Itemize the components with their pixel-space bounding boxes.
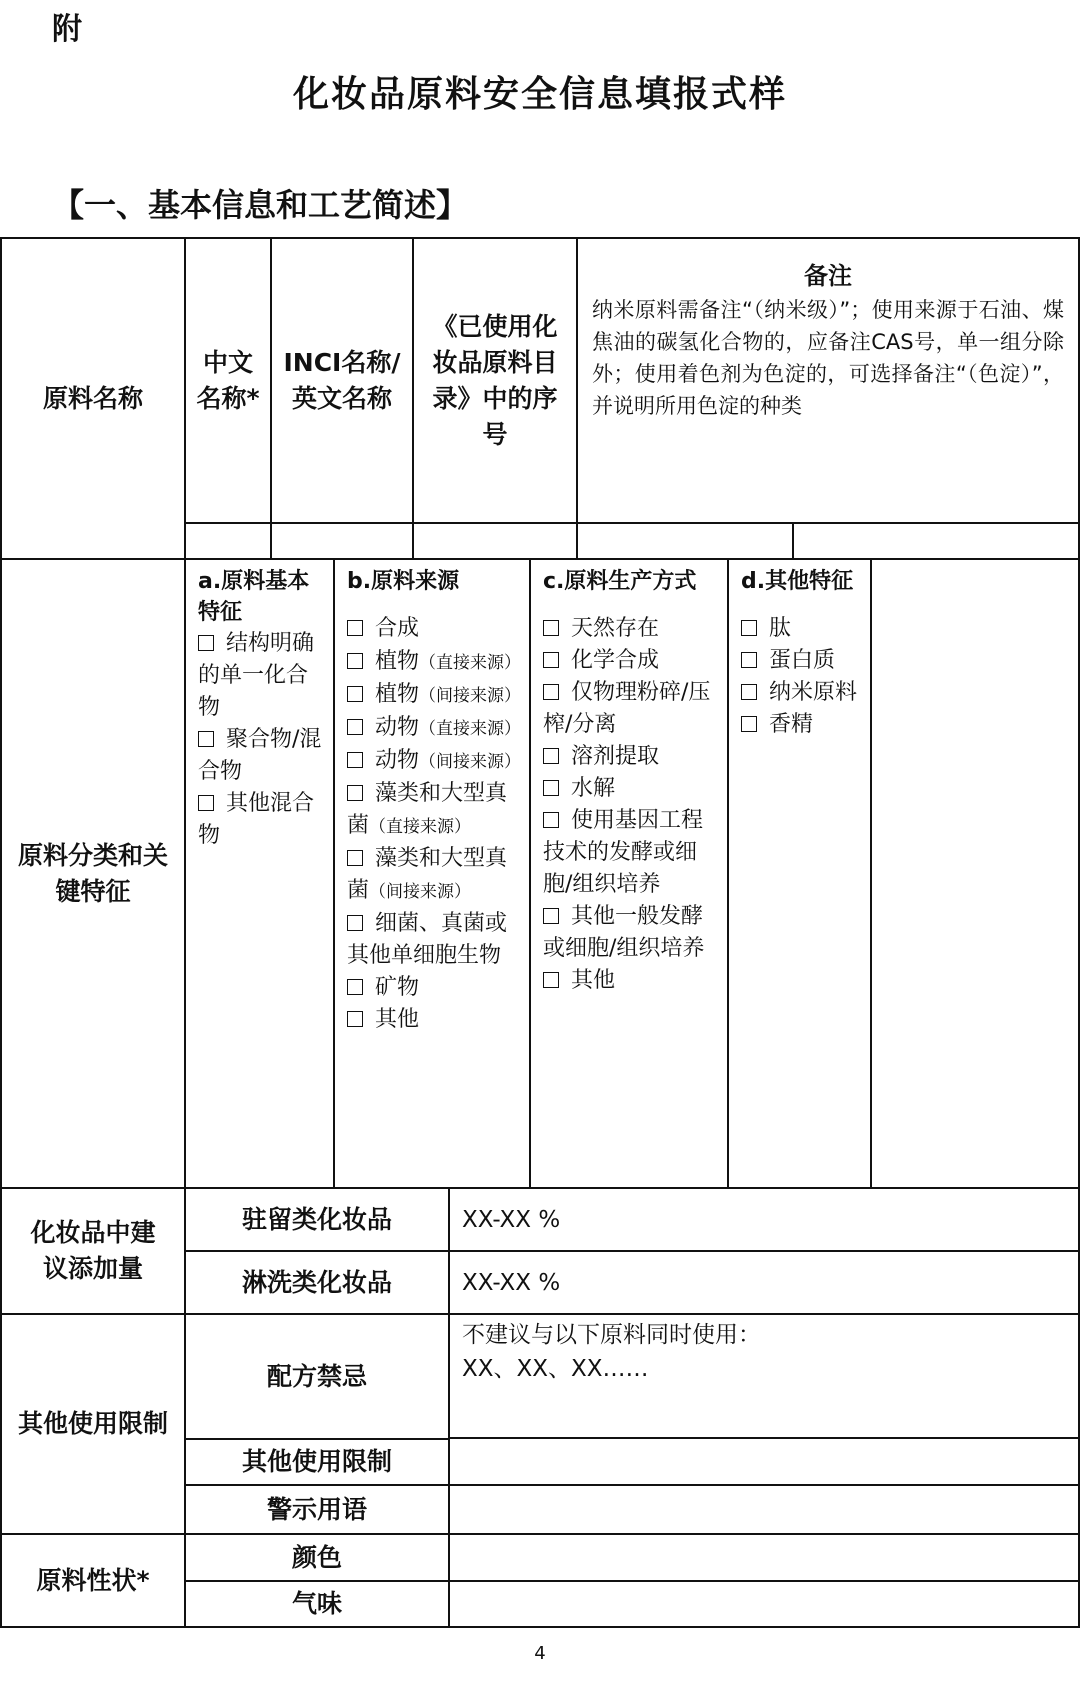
- option-animal-indirect[interactable]: 动物（间接来源）: [347, 745, 523, 778]
- checkbox-icon[interactable]: [347, 620, 363, 636]
- checkbox-icon[interactable]: [347, 719, 363, 735]
- other-limit-label: 其他使用限制: [241, 1446, 392, 1476]
- option-synthetic[interactable]: 合成: [347, 613, 523, 646]
- option-peptide[interactable]: 肽: [741, 613, 864, 645]
- option-algae-indirect[interactable]: 藻类和大型真菌（间接来源）: [347, 846, 508, 903]
- production-title: c.原料生产方式: [543, 569, 697, 594]
- checkbox-icon[interactable]: [741, 716, 757, 732]
- restrictions-label: 其他使用限制: [18, 1409, 169, 1438]
- formula-taboo-label: 配方禁忌: [266, 1361, 367, 1391]
- other-feature-column: [729, 560, 870, 741]
- checkbox-icon[interactable]: [543, 812, 559, 828]
- page-number: 4: [534, 1643, 546, 1664]
- production-column: [531, 560, 727, 997]
- option-plant-direct[interactable]: 植物（直接来源）: [347, 646, 523, 679]
- source-title: b.原料来源: [347, 569, 460, 594]
- option-animal-direct[interactable]: 动物（直接来源）: [347, 712, 523, 745]
- option-nanomaterial[interactable]: 纳米原料: [741, 677, 864, 709]
- option-algae-direct[interactable]: 藻类和大型真菌（直接来源）: [347, 781, 508, 838]
- dosage-label: 化妆品中建议添加量: [30, 1218, 156, 1283]
- option-chemical-synthesis[interactable]: 化学合成: [543, 645, 721, 677]
- checkbox-icon[interactable]: [347, 785, 363, 801]
- checkbox-icon[interactable]: [741, 652, 757, 668]
- option-protein[interactable]: 蛋白质: [741, 645, 864, 677]
- option-general-fermentation[interactable]: 其他一般发酵或细胞/组织培养: [543, 904, 705, 961]
- option-genetic-engineering-fermentation[interactable]: 使用基因工程技术的发酵或细胞/组织培养: [543, 808, 704, 897]
- color-label: 颜色: [291, 1542, 342, 1572]
- checkbox-icon[interactable]: [543, 972, 559, 988]
- catalog-number-header: 《已使用化妆品原料目录》中的序号: [432, 311, 558, 449]
- rinse-off-label: 淋洗类化妆品: [241, 1267, 392, 1297]
- option-hydrolysis[interactable]: 水解: [543, 773, 721, 805]
- checkbox-icon[interactable]: [543, 780, 559, 796]
- option-fragrance[interactable]: 香精: [741, 709, 864, 741]
- option-single-compound[interactable]: 结构明确的单一化合物: [198, 631, 315, 720]
- checkbox-icon[interactable]: [347, 1011, 363, 1027]
- leave-on-value[interactable]: XX-XX %: [462, 1207, 561, 1233]
- option-mineral[interactable]: 矿物: [347, 972, 523, 1004]
- remark-cell: [578, 258, 1078, 522]
- other-feature-title: d.其他特征: [741, 569, 854, 594]
- basic-feature-column: [186, 560, 333, 852]
- checkbox-icon[interactable]: [347, 979, 363, 995]
- checkbox-icon[interactable]: [741, 620, 757, 636]
- option-plant-indirect[interactable]: 植物（间接来源）: [347, 679, 523, 712]
- document-title: 化妆品原料安全信息填报式样: [292, 74, 787, 115]
- chinese-name-header: 中文名称*: [196, 347, 260, 413]
- checkbox-icon[interactable]: [347, 686, 363, 702]
- checkbox-icon[interactable]: [198, 731, 214, 747]
- checkbox-icon[interactable]: [347, 653, 363, 669]
- attachment-label: 附: [52, 12, 82, 47]
- checkbox-icon[interactable]: [198, 635, 214, 651]
- option-microorganism[interactable]: 细菌、真菌或其他单细胞生物: [347, 911, 508, 968]
- option-source-other[interactable]: 其他: [347, 1004, 523, 1036]
- remark-text: 纳米原料需备注“（纳米级）”；使用来源于石油、煤焦油的碳氢化合物的，应备注CAS号，单一组分除外；使用着色剂为色淀的，可选择备注“（色淀）”，并说明所用色淀的种类: [592, 298, 1064, 418]
- classification-label: 原料分类和关键特征: [17, 840, 168, 906]
- raw-material-name-label: 原料名称: [42, 383, 143, 413]
- checkbox-icon[interactable]: [543, 620, 559, 636]
- option-naturally-occurring[interactable]: 天然存在: [543, 613, 721, 645]
- option-polymer-mixture[interactable]: 聚合物/混合物: [198, 727, 322, 784]
- section-title: 【一、基本信息和工艺简述】: [52, 186, 469, 224]
- option-production-other[interactable]: 其他: [543, 965, 721, 997]
- checkbox-icon[interactable]: [543, 684, 559, 700]
- inci-name-header: INCI名称/英文名称: [283, 347, 401, 413]
- checkbox-icon[interactable]: [347, 752, 363, 768]
- option-other-mixture[interactable]: 其他混合物: [198, 791, 315, 848]
- checkbox-icon[interactable]: [347, 850, 363, 866]
- option-physical-processing[interactable]: 仅物理粉碎/压榨/分离: [543, 680, 711, 737]
- remark-title: 备注: [804, 262, 852, 290]
- warning-label: 警示用语: [266, 1494, 367, 1524]
- formula-taboo-value[interactable]: [450, 1318, 1078, 1386]
- checkbox-icon[interactable]: [543, 748, 559, 764]
- checkbox-icon[interactable]: [198, 795, 214, 811]
- checkbox-icon[interactable]: [543, 908, 559, 924]
- checkbox-icon[interactable]: [543, 652, 559, 668]
- option-solvent-extraction[interactable]: 溶剂提取: [543, 741, 721, 773]
- formula-taboo-line2: XX、XX、XX……: [462, 1356, 649, 1382]
- leave-on-label: 驻留类化妆品: [241, 1204, 392, 1234]
- source-column: [335, 560, 529, 1036]
- checkbox-icon[interactable]: [741, 684, 757, 700]
- odor-label: 气味: [291, 1589, 342, 1618]
- basic-feature-title: a.原料基本特征: [198, 569, 310, 625]
- formula-taboo-line1: 不建议与以下原料同时使用：: [462, 1322, 761, 1348]
- properties-label: 原料性状*: [36, 1565, 150, 1595]
- checkbox-icon[interactable]: [347, 915, 363, 931]
- rinse-off-value[interactable]: XX-XX %: [462, 1270, 561, 1296]
